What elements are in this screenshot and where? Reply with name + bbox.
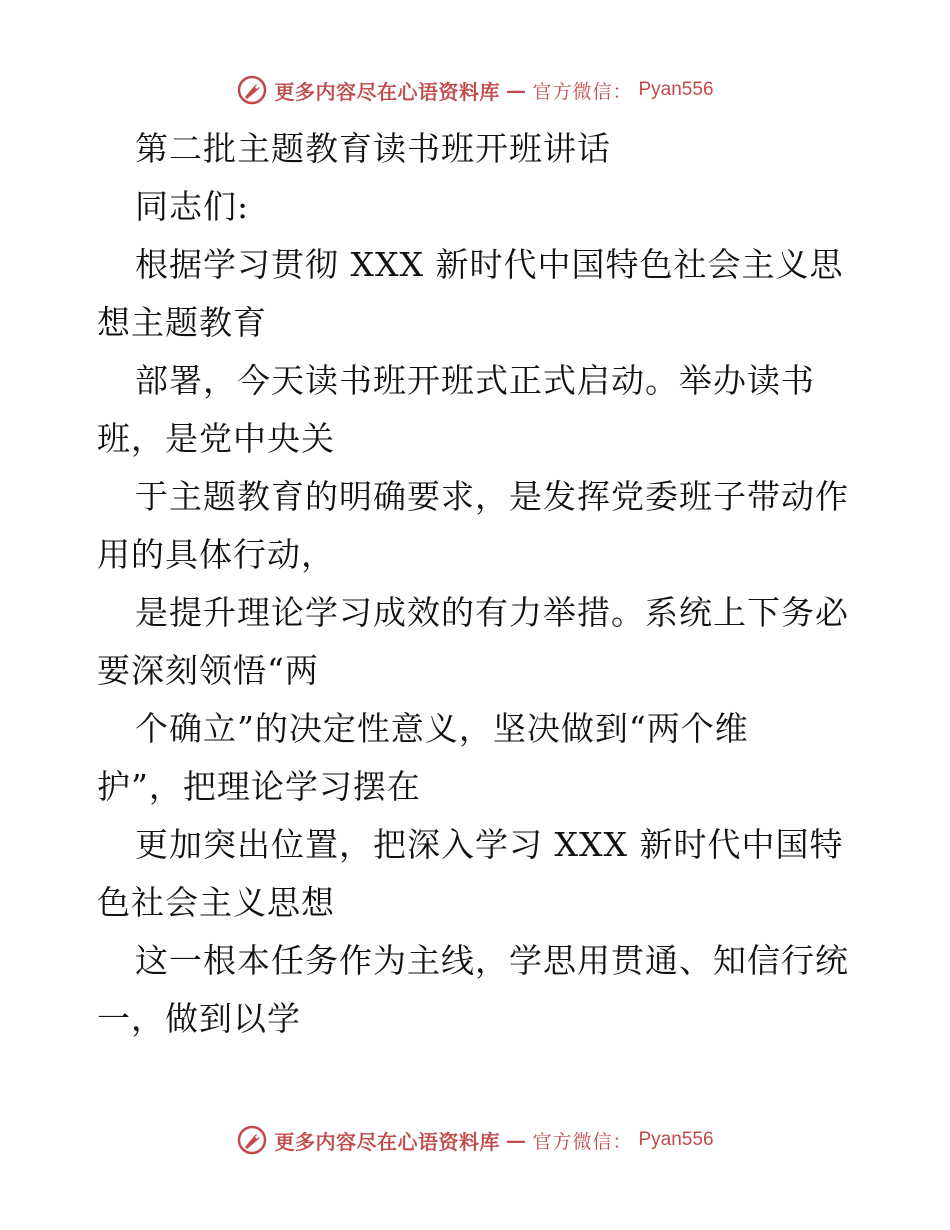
- paragraph-line: 这一根本任务作为主线，学思用贯通、知信行统: [135, 941, 849, 980]
- paragraph-line: 要深刻领悟“两: [97, 651, 319, 690]
- banner-site-text: 更多内容尽在心语资料库: [274, 1129, 500, 1154]
- header-banner: [0, 70, 950, 110]
- banner-wechat-id: Pyan556: [638, 79, 714, 100]
- banner-wechat-id: Pyan556: [638, 1129, 714, 1150]
- banner-wechat-label: 官方微信：: [532, 80, 633, 103]
- paragraph-line: 护”，把理论学习摆在: [97, 767, 421, 806]
- banner-dash: —: [505, 1128, 527, 1152]
- paragraph-line: 是提升理论学习成效的有力举措。系统上下务必: [135, 593, 849, 632]
- paragraph-line: 班，是党中央关: [97, 419, 335, 458]
- paragraph-line: 用的具体行动，: [97, 535, 335, 574]
- footer-banner: [0, 1120, 950, 1160]
- paragraph-line: 想主题教育: [97, 303, 267, 342]
- document-body: [97, 120, 867, 1048]
- paragraph-line: 根据学习贯彻 XXX 新时代中国特色社会主义思: [135, 245, 844, 284]
- pen-nib-logo-icon: [236, 74, 268, 106]
- banner-dash: —: [505, 78, 527, 102]
- paragraph-line: 于主题教育的明确要求，是发挥党委班子带动作: [135, 477, 849, 516]
- paragraph-line: 一，做到以学: [97, 999, 301, 1038]
- document-greeting: 同志们:: [135, 187, 250, 226]
- paragraph-line: 更加突出位置，把深入学习 XXX 新时代中国特: [135, 825, 844, 864]
- banner-site-text: 更多内容尽在心语资料库: [274, 79, 500, 104]
- pen-nib-logo-icon: [236, 1124, 268, 1156]
- banner-wechat-label: 官方微信：: [532, 1130, 633, 1153]
- paragraph-line: 部署，今天读书班开班式正式启动。举办读书: [135, 361, 815, 400]
- paragraph-line: 色社会主义思想: [97, 883, 335, 922]
- document-title: 第二批主题教育读书班开班讲话: [135, 129, 611, 168]
- paragraph-line: 个确立”的决定性意义，坚决做到“两个维: [135, 709, 749, 748]
